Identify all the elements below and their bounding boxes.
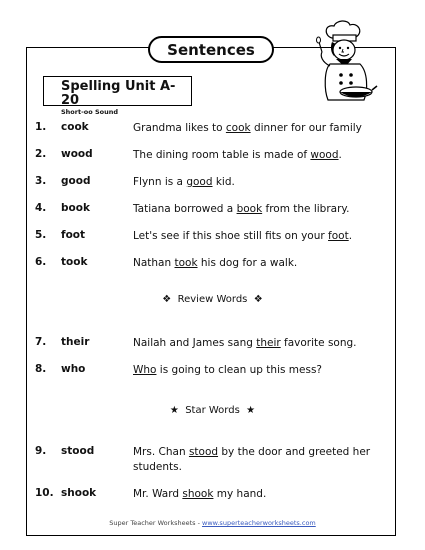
underlined-word: their [256,337,281,349]
item-number: 10. [35,487,54,499]
underlined-word: Who [133,364,157,376]
review-words-heading [0,294,425,305]
item-number: 5. [35,229,47,241]
underlined-word: took [174,257,198,269]
item-number: 1. [35,121,47,133]
underlined-word: foot [328,230,349,242]
example-sentence: Nathan took his dog for a walk. [133,257,298,269]
example-sentence: Let's see if this shoe still fits on your foot. [133,230,353,242]
footer-link[interactable]: www.superteacherworksheets.com [202,519,316,527]
spelling-word: book [61,202,90,214]
spelling-word: foot [61,229,86,241]
spelling-word: cook [61,121,89,133]
underlined-word: stood [188,446,219,458]
unit-title: Spelling Unit A-20 [61,79,176,108]
spelling-word: shook [61,487,97,499]
unit-subtitle: Short-oo Sound [61,108,119,116]
underlined-word: good [186,176,213,188]
spelling-unit-box [43,76,192,116]
chef-illustration [314,20,378,102]
example-sentence: Who is going to clean up this mess? [133,364,323,376]
page-title [148,36,274,63]
footer-prefix: Super Teacher Worksheets - [109,519,203,527]
example-sentence: The dining room table is made of wood. [133,149,342,161]
underlined-word: shook [182,488,214,500]
underlined-word: book [236,203,263,215]
star-words-label: Star Words [185,405,240,416]
page-footer [0,519,425,527]
example-sentence: Mrs. Chan stood by the door and greeted her students. [133,446,371,473]
star-words-heading [0,405,425,416]
spelling-word: stood [61,445,95,457]
item-number: 3. [35,175,47,187]
example-sentence: Mr. Ward shook my hand. [133,488,267,500]
item-number: 9. [35,445,47,457]
star-icon: ★ [169,405,179,416]
diamond-flourish-icon: ❖ [162,294,172,305]
example-sentence: Flynn is a good kid. [133,176,235,188]
diamond-flourish-icon: ❖ [253,294,263,305]
spelling-word: wood [61,148,93,160]
underlined-word: cook [225,122,251,134]
item-number: 6. [35,256,47,268]
example-sentence: Nailah and James sang their favorite song. [133,337,357,349]
spelling-word: took [61,256,88,268]
item-number: 2. [35,148,47,160]
item-number: 8. [35,363,47,375]
page-title-text: Sentences [167,40,255,59]
spelling-word: good [61,175,91,187]
star-icon: ★ [246,405,256,416]
item-number: 4. [35,202,47,214]
example-sentence: Tatiana borrowed a book from the library. [133,203,350,215]
item-number: 7. [35,336,47,348]
review-words-label: Review Words [177,294,248,305]
example-sentence: Grandma likes to cook dinner for our family [133,122,362,134]
spelling-word: who [61,363,86,375]
spelling-word: their [61,336,90,348]
underlined-word: wood [310,149,339,161]
